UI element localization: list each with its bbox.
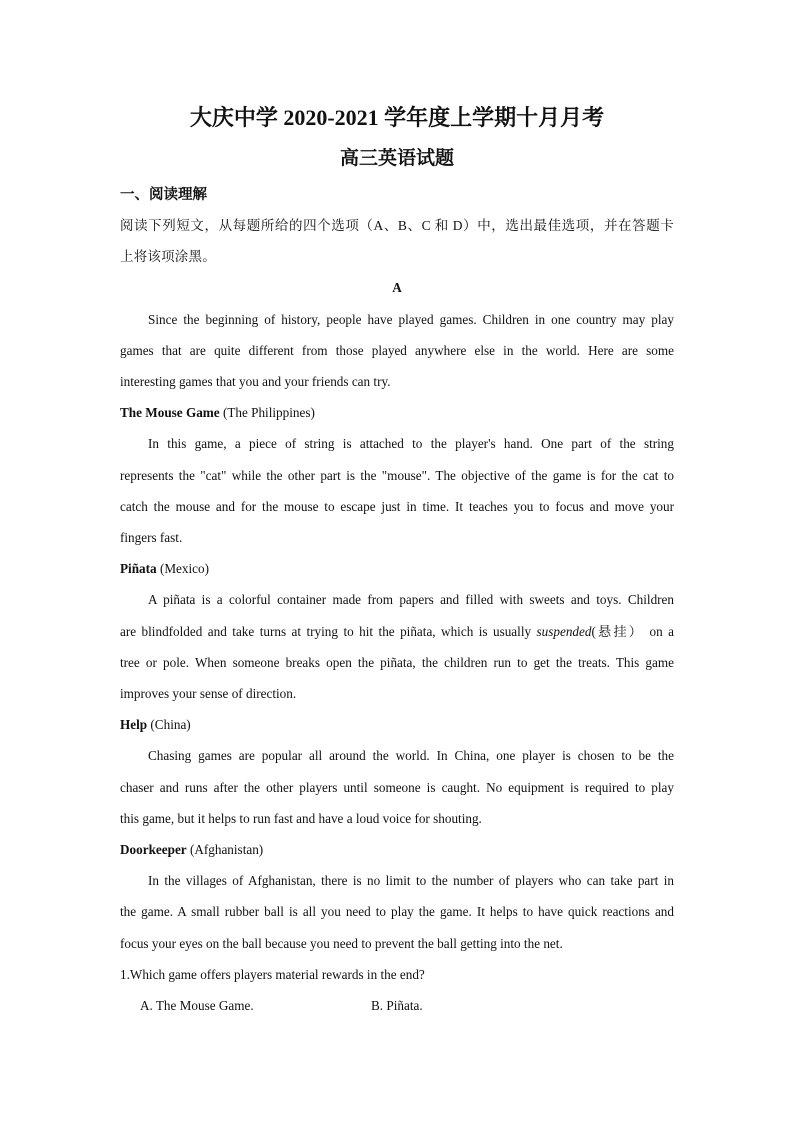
game-name: Help [120,717,148,732]
intro-line-1: Since the beginning of history, people have played games. Children in one country may play [148,312,674,327]
help-line-3: this game, but it helps to run fast and have a loud voice for shouting. [120,811,482,826]
option-b: B. Piñata. [371,998,423,1013]
help-line-2: chaser and runs after the other players until someone is caught. No equipment is required to play [120,780,674,795]
game-name: The Mouse Game [120,405,220,420]
game-heading-mouse [120,404,674,422]
pinata-line-1: A piñata is a colorful container made from papers and filled with sweets and toys. Children [148,592,674,607]
mouse-line-4: fingers fast. [120,530,183,545]
game-heading-help [120,716,674,734]
game-country: (The Philippines) [219,405,315,420]
intro-line-2: games that are quite different from those played anywhere else in the world. Here are some [120,343,674,358]
intro-line-3: interesting games that you and your friends can try. [120,374,391,389]
suspended-word: suspended [536,624,592,639]
game-country: (China) [147,717,191,732]
game-name: Piñata [120,561,157,576]
passage-label: A [392,280,402,295]
game-name: Doorkeeper [120,842,187,857]
doorkeeper-line-3: focus your eyes on the ball because you need to prevent the ball getting into the net. [120,936,563,951]
game-country: (Mexico) [156,561,210,576]
exam-subtitle: 高三英语试题 [339,148,454,169]
instruction-line-1: 阅读下列短文，从每题所给的四个选项（A、B、C 和 D）中，选出最佳选项，并在答题卡 [120,218,674,233]
mouse-line-3: catch the mouse and for the mouse to escape just in time. It teaches you to focus and move your [120,499,674,514]
pinata-line-2 [120,623,674,641]
pinata-line-2-text: are blindfolded and take turns at trying to hit the piñata, which is usually [120,624,537,639]
game-heading-doorkeeper [120,841,674,859]
game-heading-pinata [120,560,674,578]
instruction-line-2: 上将该项涂黑。 [120,249,216,264]
mouse-line-1: In this game, a piece of string is attached to the player's hand. One part of the string [148,436,674,451]
mouse-line-2: represents the "cat" while the other part is the "mouse". The objective of the game is for the cat to [120,468,674,483]
question-1: 1.Which game offers players material rewards in the end? [120,967,425,982]
doorkeeper-line-1: In the villages of Afghanistan, there is no limit to the number of players who can take part in [148,873,674,888]
game-country: (Afghanistan) [186,842,264,857]
exam-title: 大庆中学 2020-2021 学年度上学期十月月考 [189,105,605,130]
pinata-line-3: tree or pole. When someone breaks open the piñata, the children run to get the treats. This game [120,655,674,670]
option-a: A. The Mouse Game. [140,998,254,1013]
pinata-line-4: improves your sense of direction. [120,686,297,701]
suspended-gloss: (悬挂） on a [591,624,674,639]
help-line-1: Chasing games are popular all around the world. In China, one player is chosen to be the [148,748,674,763]
doorkeeper-line-2: the game. A small rubber ball is all you need to play the game. It helps to have quick reactions and [120,904,674,919]
section-heading: 一、阅读理解 [120,187,207,203]
